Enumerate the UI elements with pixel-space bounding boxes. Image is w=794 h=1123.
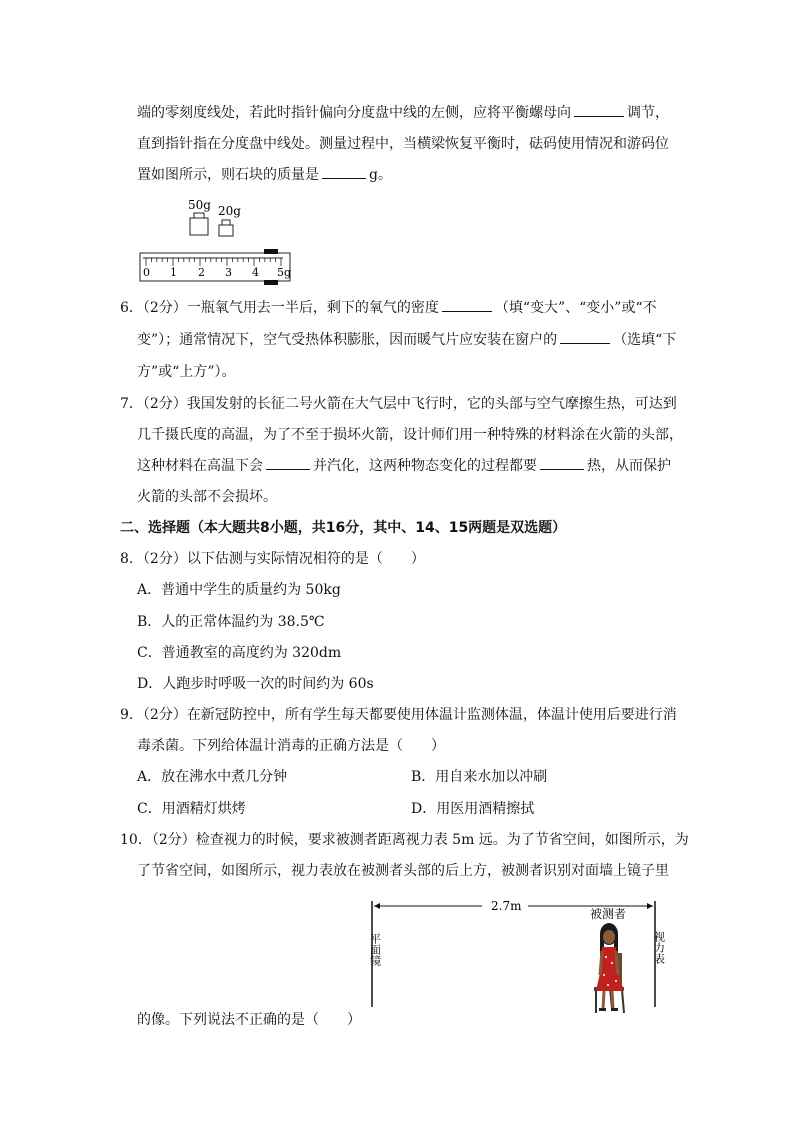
q8-option-a[interactable]: A．普通中学生的质量约为 50kg <box>137 582 341 598</box>
q6-text: 变”）；通常情况下，空气受热体积膨胀，因而暖气片应安装在窗户的 <box>137 332 558 348</box>
q8-option-b[interactable]: B．人的正常体温约为 38.5℃ <box>137 614 325 630</box>
q5-text: 调节， <box>627 105 669 121</box>
q5-line2: 直到指针指在分度盘中线处。测量过程中，当横梁恢复平衡时，砝码使用情况和游码位 <box>137 136 669 152</box>
tick-label: 2 <box>198 266 205 279</box>
q9-line2: 毒杀菌。下列给体温计消毒的正确方法是（ ） <box>137 738 445 754</box>
answer-blank[interactable] <box>540 456 584 470</box>
q7-line1: 7．（2分）我国发射的长征二号火箭在大气层中飞行时，它的头部与空气摩擦生热，可达到 <box>120 396 677 412</box>
arrow-right-icon <box>647 903 653 909</box>
weight-20g-label: 20g <box>218 204 241 218</box>
mirror-label: 平面镜 <box>368 933 382 966</box>
q7-line3 <box>137 456 671 476</box>
arrow-left-icon <box>374 903 380 909</box>
q6-line3: 方”或“上方”）。 <box>137 364 236 380</box>
q10-line3: 的像。下列说法不正确的是（ ） <box>137 1012 361 1028</box>
q8-option-d[interactable]: D．人跑步时呼吸一次的时间约为 60s <box>137 676 374 692</box>
q6-text: （选填“下 <box>613 332 677 348</box>
q7-line2: 几千摄氏度的高温，为了不至于损坏火箭，设计师们用一种特殊的材料涂在火箭的头部， <box>137 427 683 443</box>
seated-person-icon <box>594 923 624 1013</box>
q7-text: 热，从而保护 <box>587 458 671 474</box>
q5-line3 <box>137 165 392 185</box>
rider-bottom <box>264 280 278 285</box>
q7-text: 并汽化，这两种物态变化的过程都要 <box>313 458 537 474</box>
q6-text: （填“变大”、“变小”或“不 <box>494 300 657 316</box>
tick-label: 5g <box>277 266 292 279</box>
tick-label: 3 <box>225 266 232 279</box>
section-title: 二、选择题（本大题共8小题，共16分，其中、14、15两题是双选题） <box>120 520 567 536</box>
tick-label: 0 <box>143 266 150 279</box>
balance-figure <box>138 196 298 288</box>
q6-line1 <box>120 298 657 318</box>
q8-option-c[interactable]: C．普通教室的高度约为 320dm <box>137 645 342 661</box>
q10-line2: 了节省空间，如图所示，视力表放在被测者头部的后上方，被测者识别对面墙上镜子里 <box>137 863 669 879</box>
weight-50g-label: 50g <box>188 198 211 212</box>
q6-text: 6．（2分）一瓶氧气用去一半后，剩下的氧气的密度 <box>120 300 439 316</box>
rider-top <box>264 249 278 254</box>
answer-blank[interactable] <box>322 165 366 179</box>
person-label: 被测者 <box>590 907 627 921</box>
q9-option-b[interactable]: B．用自来水加以冲刷 <box>411 769 548 785</box>
q7-text: 这种材料在高温下会 <box>137 458 263 474</box>
q9-option-a[interactable]: A．放在沸水中煮几分钟 <box>137 769 288 785</box>
chart-label: 视力表 <box>652 931 666 964</box>
q5-line1 <box>137 103 669 123</box>
q7-line4: 火箭的头部不会损坏。 <box>137 489 277 505</box>
answer-blank[interactable] <box>442 298 492 312</box>
q8-stem: 8．（2分）以下估测与实际情况相符的是（ ） <box>120 551 425 567</box>
tick-label: 4 <box>252 266 259 279</box>
answer-blank[interactable] <box>560 330 610 344</box>
rider-scale <box>140 253 290 281</box>
weight-20g-knob <box>222 220 230 225</box>
weight-50g <box>190 218 208 235</box>
q5-text: g。 <box>369 167 392 183</box>
tick-label: 1 <box>170 266 177 279</box>
q9-option-c[interactable]: C．用酒精灯烘烤 <box>137 801 246 817</box>
eye-test-figure <box>360 895 670 1020</box>
distance-label: 2.7m <box>491 899 522 913</box>
q9-option-d[interactable]: D．用医用酒精擦拭 <box>411 801 535 817</box>
q9-line1: 9．（2分）在新冠防控中，所有学生每天都要使用体温计监测体温，体温计使用后要进行消 <box>120 707 677 723</box>
answer-blank[interactable] <box>574 103 624 117</box>
q5-text: 端的零刻度线处，若此时指针偏向分度盘中线的左侧，应将平衡螺母向 <box>137 105 571 121</box>
weight-20g <box>219 225 233 236</box>
q10-line1: 10．（2分）检查视力的时候，要求被测者距离视力表 5m 远。为了节省空间，如图所示，为 <box>120 832 689 848</box>
q5-text: 置如图所示，则石块的质量是 <box>137 167 319 183</box>
answer-blank[interactable] <box>266 456 310 470</box>
q6-line2 <box>137 330 676 350</box>
weight-50g-knob <box>194 213 204 218</box>
